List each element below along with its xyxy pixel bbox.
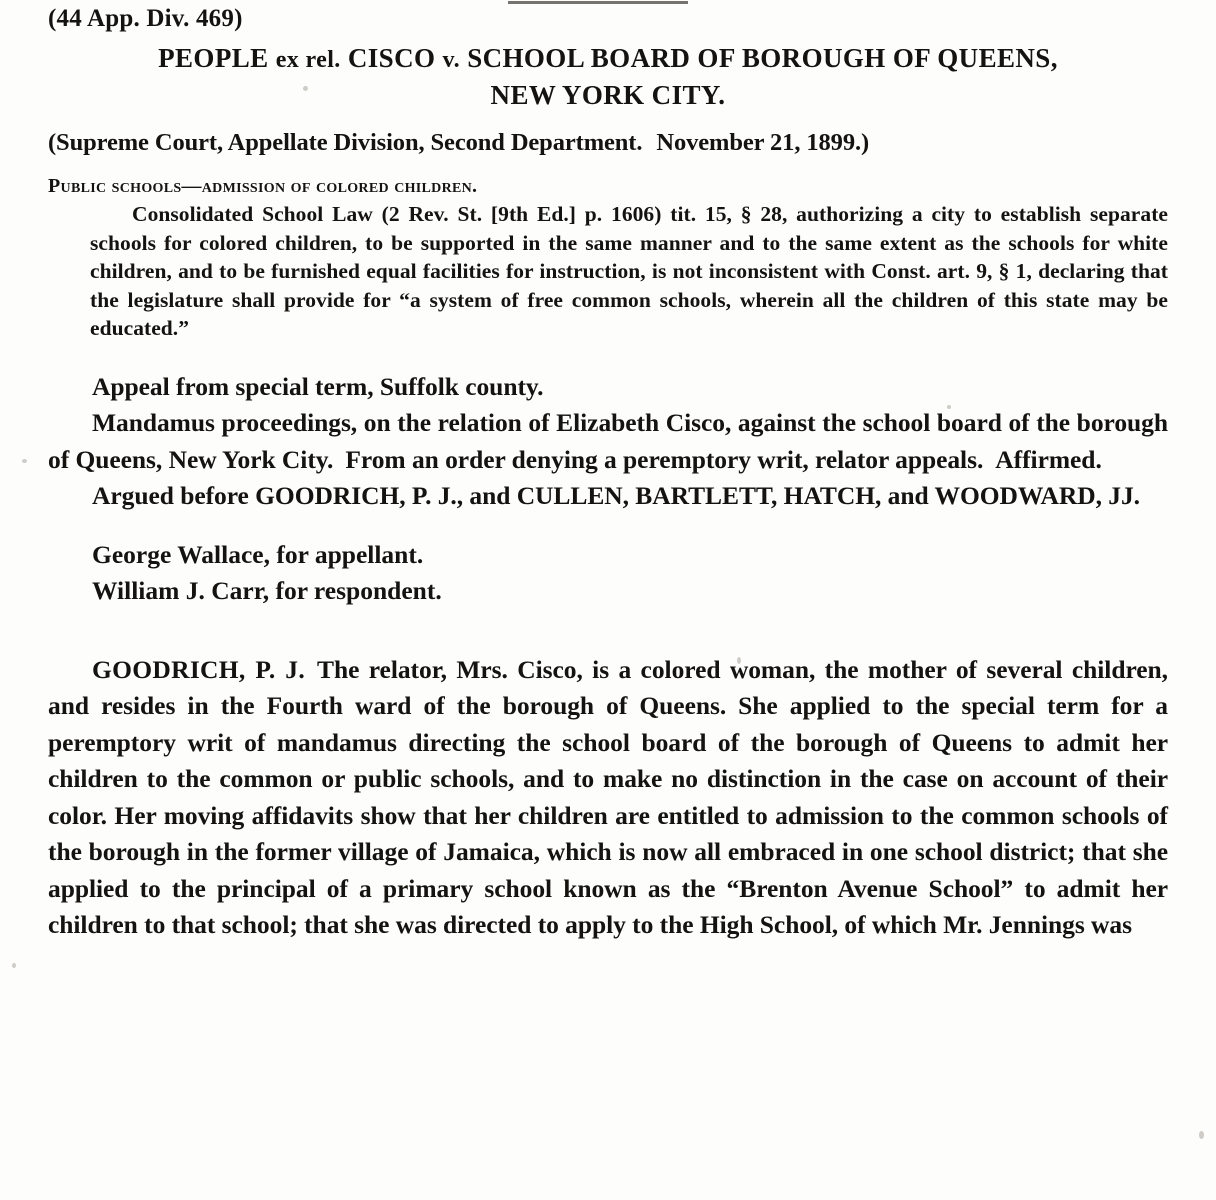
scan-speck xyxy=(12,963,16,968)
case-title-party-plaintiff: PEOPLE xyxy=(158,43,269,73)
case-title-line-2: NEW YORK CITY. xyxy=(490,80,726,110)
decision-date: November 21, 1899.) xyxy=(656,129,870,156)
counsel-respondent: William J. Carr, for respondent. xyxy=(92,576,442,606)
document-content xyxy=(48,0,1168,944)
headnote-section xyxy=(48,174,1168,343)
appeal-section xyxy=(48,369,1168,515)
opinion-author: GOODRICH, P. J. xyxy=(92,654,305,684)
mandamus-text-continued: From an order denying a peremptory writ, relator appeals. xyxy=(345,444,984,474)
mandamus-paragraph xyxy=(48,405,1168,478)
case-title-versus: v. xyxy=(442,47,461,73)
counsel-section xyxy=(48,537,1168,610)
case-title-relator: CISCO xyxy=(347,43,436,73)
opinion-section xyxy=(48,652,1168,944)
case-title-line-1 xyxy=(48,40,1168,78)
argued-before-text: Argued before GOODRICH, P. J., and CULLEN, BARTLETT, HATCH, and WOODWARD, JJ. xyxy=(92,481,1140,511)
argued-before-paragraph xyxy=(48,478,1168,515)
scan-speck xyxy=(22,459,27,463)
counsel-appellant: George Wallace, for appellant. xyxy=(92,539,424,569)
headnote-title: Public schools—admission of colored children. xyxy=(48,175,478,197)
appeal-from-line xyxy=(48,369,1168,406)
appeal-from-text: Appeal from special term, Suffolk county. xyxy=(92,371,544,401)
opinion-text: The relator, Mrs. Cisco, is a colored woman, the mother of several children, and resides in the Fourth ward of the borough of Queens. xyxy=(48,654,1168,721)
headnote-body xyxy=(90,200,1168,343)
court-name: (Supreme Court, Appellate Division, Second Department. xyxy=(48,129,643,156)
opinion-text-continued: She applied to the special term for a peremptory writ of mandamus directing the school board of the borough of Queens to admit her children to the common or public schools, and to make no distinction in the case on account of their color. Her moving affidavits show that her children are entitled to admission to the common schools of the borough in the former village of Jamaica, which is now all embraced in one school district; that she applied to the principal of a primary school known as the “Brenton Avenue School” to admit her children to that school; that she was directed to apply to the High School, of which Mr. Jennings was xyxy=(48,691,1168,940)
headnote-body-text: Consolidated School Law (2 Rev. St. [9th Ed.] p. 1606) tit. 15, § 28, authorizing a city to establish separate schools for colored children, to be supported in the same manner and to the same extent as the schools for white children, and to be furnished equal facilities for instruction, is not inconsistent with Const. art. 9, § 1, declaring that the legislature shall provide for “a system of free common schools, wherein all the children of this state may be educated.” xyxy=(90,202,1168,341)
reporter-citation: (44 App. Div. 469) xyxy=(48,5,243,32)
case-title-party-defendant: SCHOOL BOARD OF BOROUGH OF QUEENS, xyxy=(467,43,1058,73)
disposition: Affirmed. xyxy=(995,444,1102,474)
case-title-ex-rel: ex rel. xyxy=(275,47,341,73)
scan-speck xyxy=(1199,1131,1204,1139)
mandamus-text: Mandamus proceedings, on the relation of Elizabeth Cisco, against the school board of the borough of Queens, New York City. xyxy=(48,408,1168,474)
court-and-date-line xyxy=(48,128,1168,158)
opinion-paragraph xyxy=(48,652,1168,944)
